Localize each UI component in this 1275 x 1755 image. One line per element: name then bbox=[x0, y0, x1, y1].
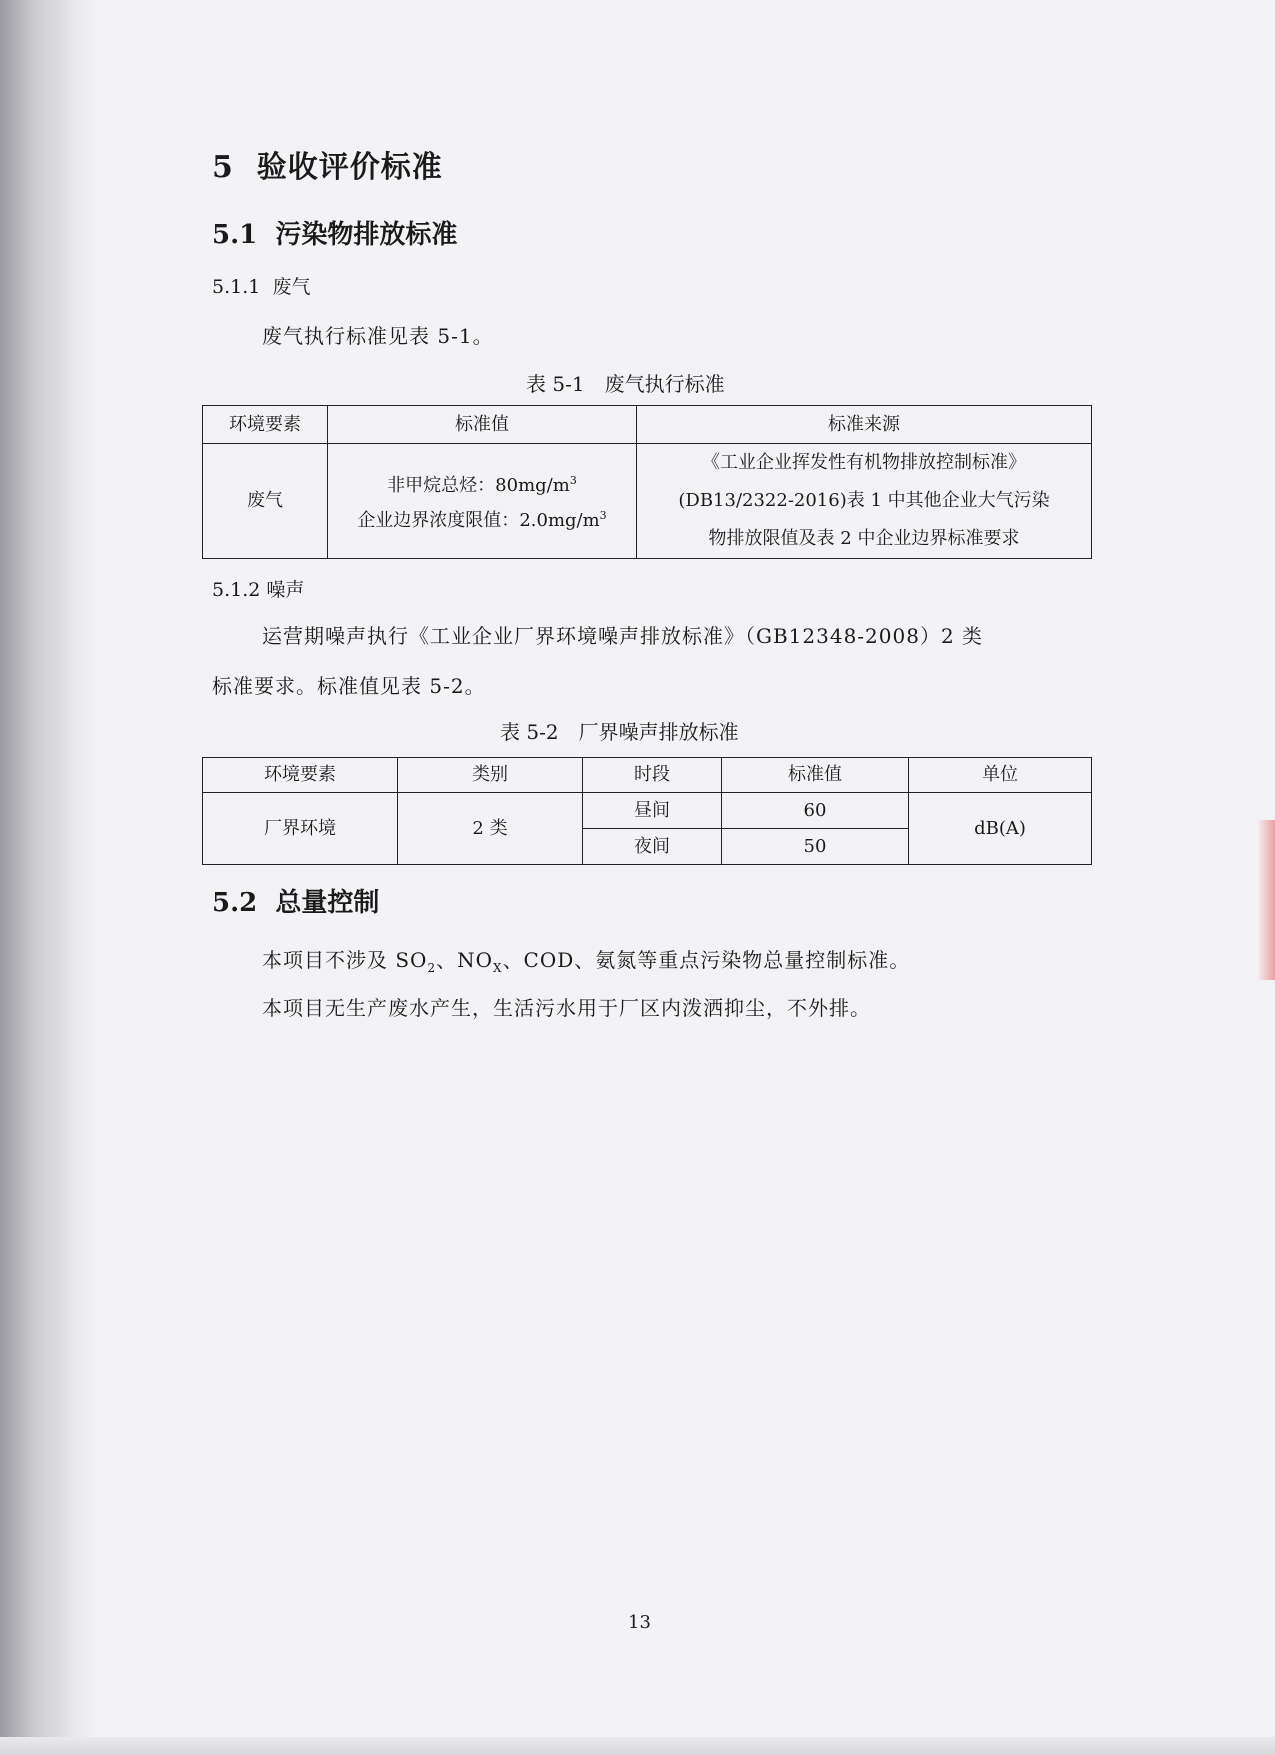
table-5-2-row-day bbox=[203, 793, 1092, 829]
table-5-1-cell-source bbox=[637, 444, 1092, 559]
section-5-1-heading bbox=[212, 214, 457, 251]
so2-subscript: 2 bbox=[427, 961, 437, 975]
table-5-2-cell-category: 2 类 bbox=[398, 793, 583, 865]
table-5-2-header-period: 时段 bbox=[583, 758, 722, 793]
section-5-1-1-heading bbox=[212, 272, 310, 299]
table-5-1-header-element: 环境要素 bbox=[203, 406, 328, 444]
section-5-1-2-title: 噪声 bbox=[266, 579, 305, 601]
nmhc-label: 非甲烷总烃： bbox=[387, 475, 496, 496]
page-bottom-edge bbox=[0, 1737, 1275, 1755]
section-5-1-title: 污染物排放标准 bbox=[275, 220, 458, 250]
table-5-2-cell-value-night: 50 bbox=[722, 829, 909, 865]
table-5-2-cell-value-day: 60 bbox=[722, 793, 909, 829]
table-5-1-row bbox=[203, 444, 1092, 559]
section-5-1-1-number: 5.1.1 bbox=[212, 276, 261, 298]
main-heading bbox=[212, 142, 443, 186]
total-control-text-b: 、NO bbox=[436, 948, 494, 972]
main-heading-number: 5 bbox=[212, 150, 234, 185]
table-5-2-header-row bbox=[203, 758, 1092, 793]
section-5-1-2-number: 5.1.2 bbox=[212, 579, 261, 601]
table-5-1-header-value: 标准值 bbox=[328, 406, 637, 444]
table-5-1-header-source: 标准来源 bbox=[637, 406, 1092, 444]
nmhc-value: 80mg/m bbox=[495, 475, 570, 496]
paragraph-5-1-2-line-2: 标准要求。标准值见表 5-2。 bbox=[212, 674, 486, 698]
source-line-2: (DB13/2322-2016)表 1 中其他企业大气污染 bbox=[678, 490, 1050, 511]
boundary-limit-value: 2.0mg/m bbox=[519, 510, 600, 531]
nmhc-unit-sup: 3 bbox=[569, 474, 577, 487]
table-5-2-caption: 表 5-2 厂界噪声排放标准 bbox=[500, 720, 739, 744]
table-5-1-caption: 表 5-1 废气执行标准 bbox=[526, 372, 725, 396]
paragraph-5-2-2: 本项目无生产废水产生，生活污水用于厂区内泼洒抑尘，不外排。 bbox=[262, 996, 871, 1020]
section-5-2-number: 5.2 bbox=[212, 888, 258, 918]
table-5-1-cell-element: 废气 bbox=[203, 444, 328, 559]
table-5-2-cell-unit: dB(A) bbox=[909, 793, 1092, 865]
page-number: 13 bbox=[628, 1612, 651, 1633]
section-5-1-1-title: 废气 bbox=[272, 276, 311, 298]
standard-value-line-2 bbox=[332, 501, 632, 536]
table-5-2-header-value: 标准值 bbox=[722, 758, 909, 793]
main-heading-title: 验收评价标准 bbox=[256, 150, 443, 185]
nox-subscript: X bbox=[493, 961, 503, 975]
table-5-1-header-row bbox=[203, 406, 1092, 444]
total-control-text-c: 、COD、氨氮等重点污染物总量控制标准。 bbox=[502, 948, 911, 972]
table-5-2 bbox=[202, 757, 1092, 865]
table-5-2-header-unit: 单位 bbox=[909, 758, 1092, 793]
paragraph-5-1-2-line-1: 运营期噪声执行《工业企业厂界环境噪声排放标准》（GB12348-2008）2 类 bbox=[262, 624, 984, 648]
table-5-2-cell-period-day: 昼间 bbox=[583, 793, 722, 829]
table-5-2-header-element: 环境要素 bbox=[203, 758, 398, 793]
section-5-1-number: 5.1 bbox=[212, 220, 258, 250]
table-5-2-cell-element: 厂界环境 bbox=[203, 793, 398, 865]
standard-value-line-1 bbox=[332, 466, 632, 501]
section-5-1-2-heading bbox=[212, 575, 304, 602]
table-5-2-cell-period-night: 夜间 bbox=[583, 829, 722, 865]
table-5-2-header-category: 类别 bbox=[398, 758, 583, 793]
source-line-1: 《工业企业挥发性有机物排放控制标准》 bbox=[702, 452, 1026, 473]
section-5-2-title: 总量控制 bbox=[275, 888, 380, 918]
source-line-3: 物排放限值及表 2 中企业边界标准要求 bbox=[708, 528, 1020, 549]
table-5-1 bbox=[202, 405, 1092, 559]
total-control-text-a: 本项目不涉及 SO bbox=[262, 948, 428, 972]
section-5-2-heading bbox=[212, 882, 379, 919]
boundary-limit-unit-sup: 3 bbox=[599, 509, 607, 522]
red-stamp-edge bbox=[1257, 820, 1275, 980]
table-5-1-cell-value bbox=[328, 444, 637, 559]
paragraph-5-1-1: 废气执行标准见表 5-1。 bbox=[262, 324, 494, 348]
paragraph-5-2-1 bbox=[262, 944, 910, 975]
page-binding-shadow bbox=[0, 0, 95, 1755]
boundary-limit-label: 企业边界浓度限值： bbox=[357, 510, 520, 531]
